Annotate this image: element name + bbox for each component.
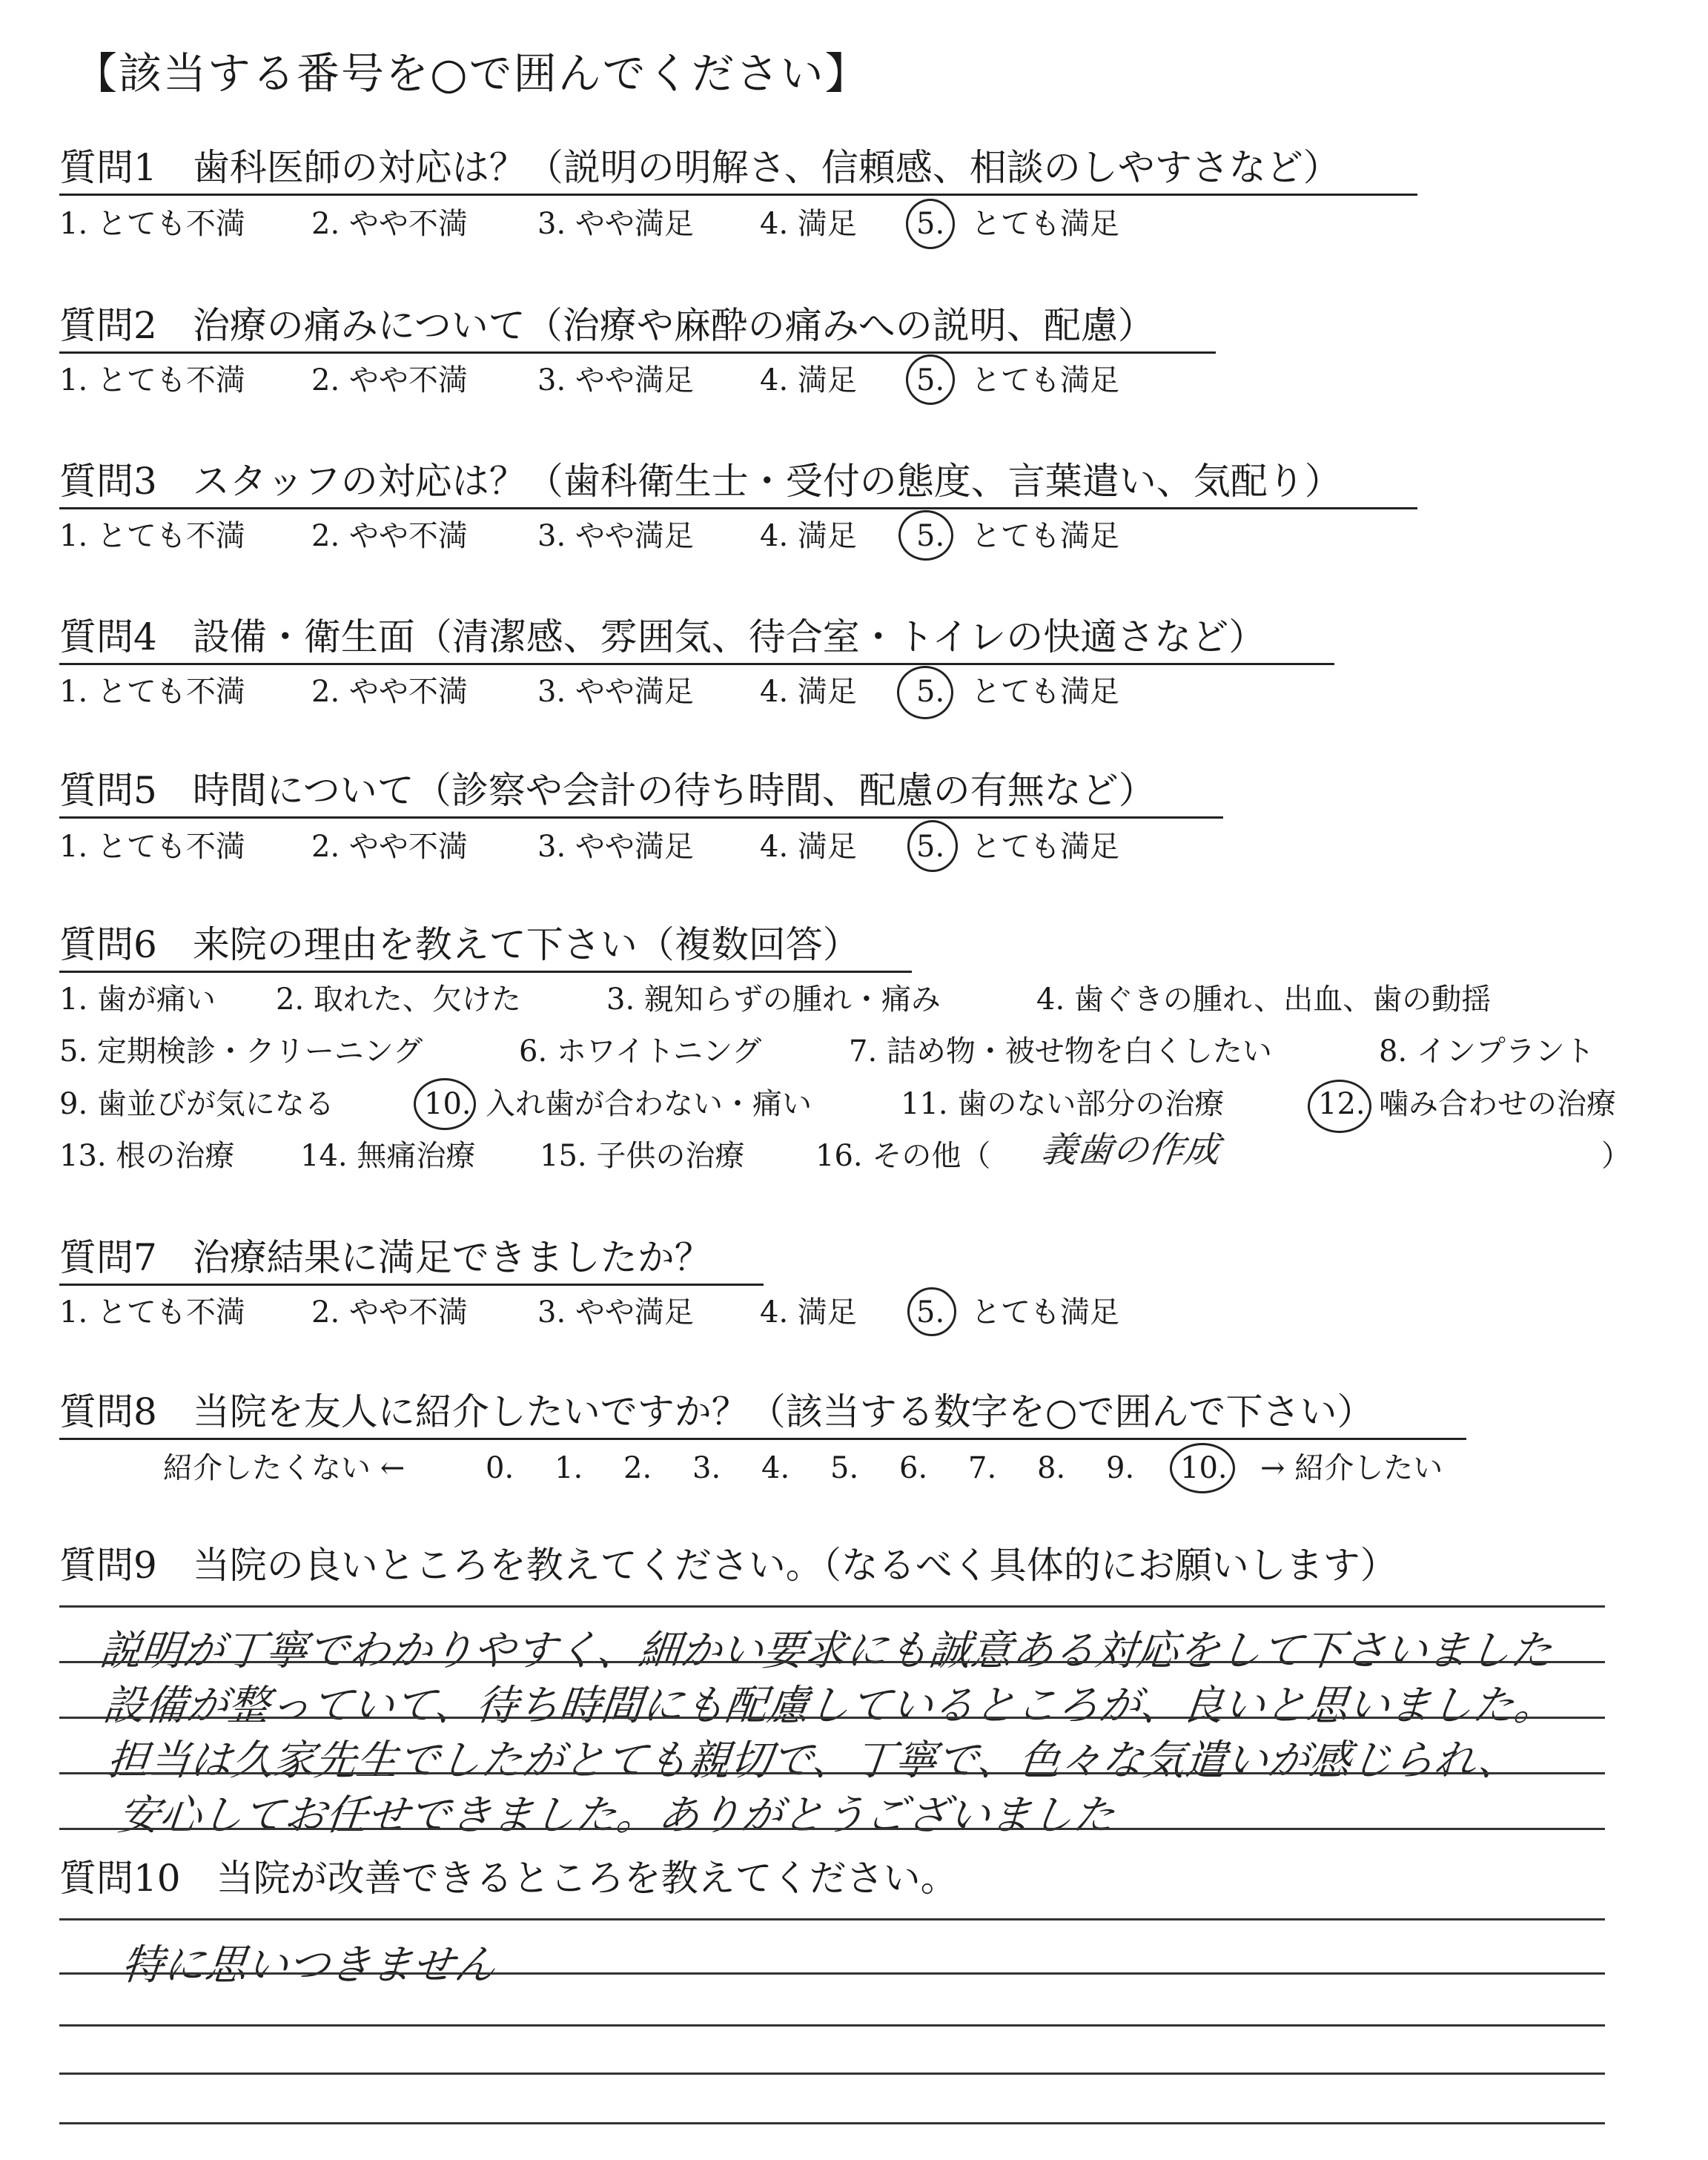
q6-reason-5[interactable]: 5. 定期検診・クリーニング: [59, 1034, 423, 1069]
q4-opt-4[interactable]: 4. 満足: [760, 675, 857, 709]
q10-rule-3: [59, 2024, 1605, 2027]
q6-reason-16[interactable]: 16. その他（: [815, 1139, 991, 1173]
q7-heading: [59, 1235, 764, 1286]
q8-opt-9[interactable]: 9.: [1106, 1451, 1135, 1485]
q4-opt-1[interactable]: 1. とても不満: [59, 675, 245, 709]
q4-text: 設備・衛生面（清潔感、雰囲気、待合室・トイレの快適さなど）: [192, 615, 1266, 658]
q5-selection-circle: [907, 820, 958, 872]
q7-selection-circle: [907, 1287, 956, 1336]
q7-opt-5-label: とても満足: [971, 1295, 1119, 1330]
q6-reason-1[interactable]: 1. 歯が痛い: [59, 982, 216, 1017]
q2-label: 質問2: [59, 304, 157, 347]
q10-rule-4: [59, 2073, 1605, 2075]
q1-heading: [59, 145, 1417, 196]
q8-opt-1[interactable]: 1.: [555, 1451, 583, 1485]
q2-heading: [59, 303, 1216, 354]
q1-opt-4[interactable]: 4. 満足: [760, 207, 857, 241]
q6-label: 質問6: [59, 923, 157, 966]
q7-opt-3[interactable]: 3. やや満足: [537, 1295, 694, 1330]
q9-text: 当院の良いところを教えてください。（なるべく具体的にお願いします）: [192, 1544, 1397, 1587]
q5-opt-1[interactable]: 1. とても不満: [59, 830, 245, 864]
q1-selection-circle: [906, 199, 955, 249]
q3-opt-5-label: とても満足: [971, 519, 1119, 553]
q6-reason-10[interactable]: 10.: [424, 1087, 471, 1121]
q4-opt-3[interactable]: 3. やや満足: [537, 675, 694, 709]
q3-opt-5[interactable]: 5.: [916, 519, 945, 553]
q9-rule-4: [59, 1772, 1605, 1774]
q4-opt-2[interactable]: 2. やや不満: [311, 675, 468, 709]
q10-label: 質問10: [59, 1857, 181, 1900]
q1-label: 質問1: [59, 146, 157, 189]
q1-opt-3[interactable]: 3. やや満足: [537, 207, 694, 241]
q6-reason-8[interactable]: 8. インプラント: [1379, 1034, 1595, 1069]
q9-answer-line-3: 担当は久家先生でしたがとても親切で、丁寧で、色々な気遣いが感じられ、: [105, 1737, 1523, 1785]
q4-label: 質問4: [59, 615, 157, 658]
q3-opt-4[interactable]: 4. 満足: [760, 519, 857, 553]
q10-rule-1: [59, 1918, 1605, 1920]
q5-label: 質問5: [59, 769, 157, 812]
q8-opt-4[interactable]: 4.: [761, 1451, 790, 1485]
q2-selection-circle: [906, 354, 955, 405]
q5-text: 時間について（診察や会計の待ち時間、配慮の有無など）: [192, 769, 1156, 812]
q9-answer-line-1: 説明が丁寧でわかりやすく、細かい要求にも誠意ある対応をして下さいました: [97, 1627, 1555, 1675]
q5-heading: [59, 767, 1223, 819]
q9-rule-2: [59, 1661, 1605, 1663]
q8-heading: [59, 1389, 1466, 1440]
q6-reason-12-label: 噛み合わせの治療: [1379, 1087, 1616, 1121]
q10-rule-5: [59, 2122, 1605, 2124]
q8-selection-circle: [1170, 1443, 1235, 1493]
q7-text: 治療結果に満足できましたか？: [192, 1236, 712, 1279]
q2-opt-1[interactable]: 1. とても不満: [59, 363, 245, 397]
q6-reason-3[interactable]: 3. 親知らずの腫れ・痛み: [606, 982, 941, 1017]
q2-text: 治療の痛みについて（治療や麻酔の痛みへの説明、配慮）: [192, 304, 1155, 347]
q2-opt-2[interactable]: 2. やや不満: [311, 363, 468, 397]
q7-opt-2[interactable]: 2. やや不満: [311, 1295, 468, 1330]
q6-text: 来院の理由を教えて下さい（複数回答）: [192, 923, 860, 966]
q10-answer-line-1: 特に思いつきません: [119, 1941, 498, 1989]
q9-rule-5: [59, 1828, 1605, 1830]
q6-reason-4[interactable]: 4. 歯ぐきの腫れ、出血、歯の動揺: [1036, 982, 1492, 1017]
q1-text: 歯科医師の対応は？（説明の明解さ、信頼感、相談のしやすさなど）: [192, 146, 1340, 189]
q2-opt-5-label: とても満足: [971, 363, 1119, 397]
q8-opt-5[interactable]: 5.: [830, 1451, 859, 1485]
q1-opt-5[interactable]: 5.: [916, 207, 945, 241]
q1-opt-1[interactable]: 1. とても不満: [59, 207, 245, 241]
q9-rule-1: [59, 1605, 1605, 1608]
q2-opt-3[interactable]: 3. やや満足: [537, 363, 694, 397]
q6-reason-2[interactable]: 2. 取れた、欠けた: [276, 982, 521, 1017]
q5-opt-2[interactable]: 2. やや不満: [311, 830, 468, 864]
q4-opt-5-label: とても満足: [971, 675, 1119, 709]
q8-right-label: → 紹介したい: [1260, 1451, 1443, 1485]
q6-other-text[interactable]: 義歯の作成: [1039, 1129, 1222, 1171]
q9-answer-line-2: 設備が整っていて、待ち時間にも配慮しているところが、良いと思いました。: [101, 1682, 1558, 1730]
q5-opt-5-label: とても満足: [971, 830, 1119, 864]
q6-reason-12[interactable]: 12.: [1318, 1087, 1366, 1121]
q3-heading: [59, 458, 1417, 509]
q8-opt-0[interactable]: 0.: [486, 1451, 514, 1485]
q6-reason-10-label: 入れ歯が合わない・痛い: [486, 1087, 812, 1121]
q4-heading: [59, 614, 1334, 665]
q8-opt-3[interactable]: 3.: [692, 1451, 721, 1485]
q8-text: 当院を友人に紹介したいですか？（該当する数字を○で囲んで下さい）: [192, 1390, 1374, 1433]
q8-label: 質問8: [59, 1390, 157, 1433]
q7-opt-5[interactable]: 5.: [916, 1295, 945, 1330]
q5-opt-5[interactable]: 5.: [916, 830, 945, 864]
q5-opt-4[interactable]: 4. 満足: [760, 830, 857, 864]
q7-opt-4[interactable]: 4. 満足: [760, 1295, 857, 1330]
q6-selection-circle-10: [414, 1078, 476, 1130]
q6-reason-13[interactable]: 13. 根の治療: [59, 1139, 235, 1173]
q3-opt-3[interactable]: 3. やや満足: [537, 519, 694, 553]
q3-opt-2[interactable]: 2. やや不満: [311, 519, 468, 553]
q4-opt-5[interactable]: 5.: [916, 675, 945, 709]
q10-text: 当院が改善できるところを教えてください。: [216, 1857, 958, 1900]
q1-opt-2[interactable]: 2. やや不満: [311, 207, 468, 241]
q2-opt-4[interactable]: 4. 満足: [760, 363, 857, 397]
q8-opt-10[interactable]: 10.: [1180, 1451, 1228, 1485]
q9-answer-line-4: 安心してお任せできました。ありがとうございました: [116, 1791, 1117, 1840]
q3-opt-1[interactable]: 1. とても不満: [59, 519, 245, 553]
q6-reason-11[interactable]: 11. 歯のない部分の治療: [901, 1087, 1225, 1121]
q8-opt-2[interactable]: 2.: [623, 1451, 652, 1485]
q9-heading: [59, 1542, 1397, 1588]
q10-rule-2: [59, 1972, 1605, 1975]
instruction-heading: 【該当する番号を○で囲んでください】: [74, 48, 870, 99]
q6-reason-14[interactable]: 14. 無痛治療: [300, 1139, 476, 1173]
q6-reason-9[interactable]: 9. 歯並びが気になる: [59, 1087, 334, 1121]
q6-reason-6[interactable]: 6. ホワイトニング: [519, 1034, 762, 1069]
q3-label: 質問3: [59, 460, 157, 503]
q5-opt-3[interactable]: 3. やや満足: [537, 830, 694, 864]
q9-rule-3: [59, 1717, 1605, 1719]
q2-opt-5[interactable]: 5.: [916, 363, 945, 397]
q6-reason-15[interactable]: 15. 子供の治療: [540, 1139, 745, 1173]
q7-label: 質問7: [59, 1236, 157, 1279]
q4-selection-circle: [897, 666, 953, 719]
q6-other-close-paren: ）: [1601, 1139, 1631, 1173]
q6-reason-7[interactable]: 7. 詰め物・被せ物を白くしたい: [849, 1034, 1272, 1069]
q9-label: 質問9: [59, 1544, 157, 1587]
q3-text: スタッフの対応は？（歯科衛生士・受付の態度、言葉遣い、気配り）: [192, 460, 1342, 503]
q8-opt-6[interactable]: 6.: [899, 1451, 928, 1485]
q8-left-label: 紹介したくない ←: [163, 1451, 406, 1485]
q8-opt-7[interactable]: 7.: [968, 1451, 997, 1485]
q7-opt-1[interactable]: 1. とても不満: [59, 1295, 245, 1330]
q3-selection-circle: [898, 510, 953, 561]
q10-heading: [59, 1855, 958, 1901]
q8-opt-8[interactable]: 8.: [1037, 1451, 1066, 1485]
q6-selection-circle-12: [1308, 1080, 1371, 1133]
q6-heading: [59, 922, 912, 973]
q1-opt-5-label: とても満足: [971, 207, 1119, 241]
